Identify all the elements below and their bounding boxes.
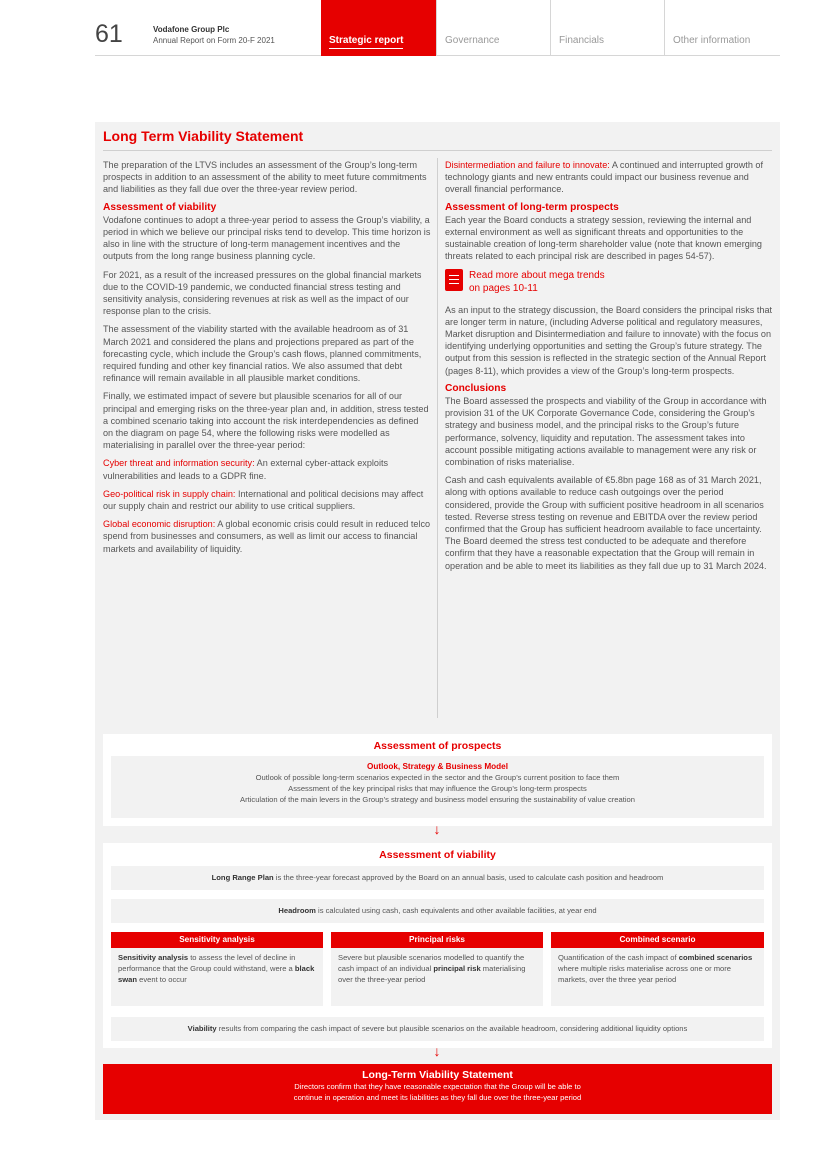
ltvs-panel [95, 122, 780, 1120]
right-column [445, 159, 773, 578]
final-line: Directors confirm that they have reasonable expectation that the Group will be able to [294, 1082, 581, 1091]
risk-text: An external cyber-attack exploits vulnerabilities and leads to a GDPR fine. [103, 458, 389, 481]
outlook-line: Articulation of the main levers in the Group’s strategy and business model ensuring the sustainability of value creation [240, 795, 635, 804]
risk-item [445, 159, 773, 196]
risk-label: Cyber threat and information security: [103, 458, 255, 469]
column-divider [437, 158, 438, 718]
body-text: Quantification of the cash impact of [558, 953, 679, 962]
bold-term: principal risk [433, 964, 481, 973]
page-number: 61 [95, 20, 123, 48]
sensitivity-title: Sensitivity analysis [111, 932, 323, 948]
read-more-line: on pages 10-11 [469, 282, 538, 294]
outlook-line: Assessment of the key principal risks that may influence the Group’s long-term prospects [288, 784, 587, 793]
viability-label: Viability [187, 1024, 217, 1033]
risk-item [103, 488, 431, 512]
viability-text: results from comparing the cash impact of severe but plausible scenarios on the available headroom, considering additional liquidity options [216, 1024, 688, 1033]
ltvs-conclusion-box [103, 1064, 772, 1114]
paragraph: Vodafone continues to adopt a three-year period to assess the Group’s viability, a period in which we believe our principal risks tend to develop. This time horizon is also in line with the structure of long-term management incentives and the outputs from the long range business planning cycle. [103, 214, 431, 262]
body-text: materialising over the three-year period [338, 964, 526, 984]
final-title: Long-Term Viability Statement [362, 1069, 513, 1081]
body-text: where multiple risks materialise across one or more markets, over the three year period [558, 964, 732, 984]
left-column [103, 159, 431, 561]
read-more-line: Read more about mega trends [469, 269, 605, 281]
sensitivity-box [111, 932, 323, 1006]
section-heading: Conclusions [445, 382, 507, 394]
risk-text: A continued and interrupted growth of technology giants and new entrants could impact our business revenue and overall financial performance. [445, 160, 763, 195]
principal-risks-title: Principal risks [331, 932, 543, 948]
risk-item [103, 518, 431, 555]
viability-result-box [111, 1017, 764, 1041]
down-arrow-icon: ↓ [433, 821, 441, 837]
outlook-line: Outlook of possible long-term scenarios expected in the sector and the Group’s current position to face them [255, 773, 620, 782]
combined-scenario-title: Combined scenario [551, 932, 764, 948]
combined-scenario-box [551, 932, 764, 1006]
report-name: Annual Report on Form 20-F 2021 [153, 36, 275, 45]
long-range-plan-box [111, 866, 764, 890]
risk-text: A global economic crisis could result in reduced telco spend from businesses and consumers, as well as limit our access to financial markets and availability of liquidity. [103, 519, 431, 554]
body-text: event to occur [137, 975, 187, 984]
title-divider [103, 150, 772, 151]
bold-term: Sensitivity analysis [118, 953, 189, 962]
risk-item [103, 457, 431, 481]
page-title: Long Term Viability Statement [103, 128, 304, 144]
read-more-link[interactable] [445, 269, 773, 295]
section-heading: Assessment of viability [103, 201, 217, 213]
paragraph: Each year the Board conducts a strategy session, reviewing the internal and external environment as well as significant threats and opportunities to the sustainable creation of long-term shareholder value (note that known emerging threats related to each principal risk are described in pages 54-57). [445, 214, 762, 262]
outlook-box [111, 756, 764, 818]
document-icon [445, 269, 463, 291]
headroom-label: Headroom [278, 906, 316, 915]
tab-governance[interactable]: Governance [436, 0, 551, 56]
outlook-title: Outlook, Strategy & Business Model [366, 762, 509, 771]
headroom-box [111, 899, 764, 923]
risk-label: Global economic disruption: [103, 519, 216, 530]
viability-box [103, 843, 772, 1048]
body-text: to assess the level of decline in performance that the Group could withstand, were a [118, 953, 296, 973]
risk-text: International and political decisions may affect our supply chain and restrict our ability to use critical suppliers. [103, 488, 424, 512]
prospects-title: Assessment of prospects [373, 740, 502, 752]
lrp-text: is the three-year forecast approved by the Board on an annual basis, used to calculate cash position and headroom [273, 873, 664, 882]
tab-other-information[interactable]: Other information [664, 0, 779, 56]
section-heading: Assessment of long-term prospects [445, 201, 619, 213]
tab-financials[interactable]: Financials [550, 0, 665, 56]
risk-label: Geo-political risk in supply chain: [103, 488, 236, 499]
paragraph: The preparation of the LTVS includes an assessment of the Group’s long-term prospects in addition to an assessment of the ability to meet future commitments and liabilities as they fall due over the three-year review period. [103, 160, 427, 195]
headroom-text: is calculated using cash, cash equivalents and other available facilities, at year end [315, 906, 597, 915]
company-name: Vodafone Group Plc [153, 25, 230, 34]
principal-risks-box [331, 932, 543, 1006]
paragraph: The Board assessed the prospects and viability of the Group in accordance with provision 31 of the UK Corporate Governance Code, considering the Group’s strategy and business model, and the principal risks to the Group’s future performance, solvency, liquidity and reputation. The assessment takes into account possible mitigating actions available to management were any risk or combination of risks materialise. [445, 396, 767, 468]
risk-label: Disintermediation and failure to innovate: [445, 160, 610, 170]
page-header [95, 0, 780, 56]
paragraph: The assessment of the viability started with the available headroom as of 31 March 2021 and considered the plans and projections prepared as part of the forecasting cycle, which include the Group’s cash flows, planned commitments, required funding and other key financial ratios. We also assumed that debt refinance will remain available in all plausible market conditions. [103, 324, 422, 384]
paragraph: Finally, we estimated impact of severe but plausible scenarios for all of our principal and emerging risks on the three-year plan and, in addition, stress tested a combined scenario taking into account the risk interdependencies as defined on the diagram on page 54, where the following risks were modelled as materialising in parallel over the three-year period: [103, 391, 429, 451]
paragraph: As an input to the strategy discussion, the Board considers the principal risks that are longer term in nature, (including Adverse political and regulatory measures, Market disruption and Disintermediation and failure to innovate) with the focus on identifying underlying opportunities and setting the Group’s future strategy. The output from this session is reflected in the strategic section of the Annual Report (pages 8-11), which provides a view of the Group’s long-term prospects. [445, 304, 773, 376]
prospects-box [103, 734, 772, 826]
viability-title: Assessment of viability [379, 849, 496, 861]
tab-strategic-report[interactable]: Strategic report [321, 0, 436, 56]
lrp-label: Long Range Plan [211, 873, 274, 882]
paragraph: For 2021, as a result of the increased pressures on the global financial markets due to the COVID-19 pandemic, we conducted financial stress testing and sensitivity analysis, considering revenues at risk as well as the impact of our response plan to the crisis. [103, 269, 422, 317]
paragraph: Cash and cash equivalents available of €5.8bn page 168 as of 31 March 2021, along with options available to reduce cash outgoings over the period considered, provide the Group with sufficient positive headroom in all scenarios tested. Reverse stress testing on revenue and EBITDA over the review period confirmed that the Group has sufficient headroom available to face uncertainty. The Board deemed the stress test conducted to be adequate and therefore confirm that they have a reasonable expectation that the Group will remain in operation and be able to meet its liabilities as they fall due up to 31 March 2024. [445, 475, 767, 571]
final-line: continue in operation and meet its liabilities as they fall due over the three-year period [293, 1093, 582, 1102]
body-text: Severe but plausible scenarios modelled to quantify the cash impact of an individual [338, 953, 525, 973]
down-arrow-icon: ↓ [433, 1043, 441, 1059]
bold-term: black swan [118, 964, 315, 984]
bold-term: combined scenarios [678, 953, 753, 962]
